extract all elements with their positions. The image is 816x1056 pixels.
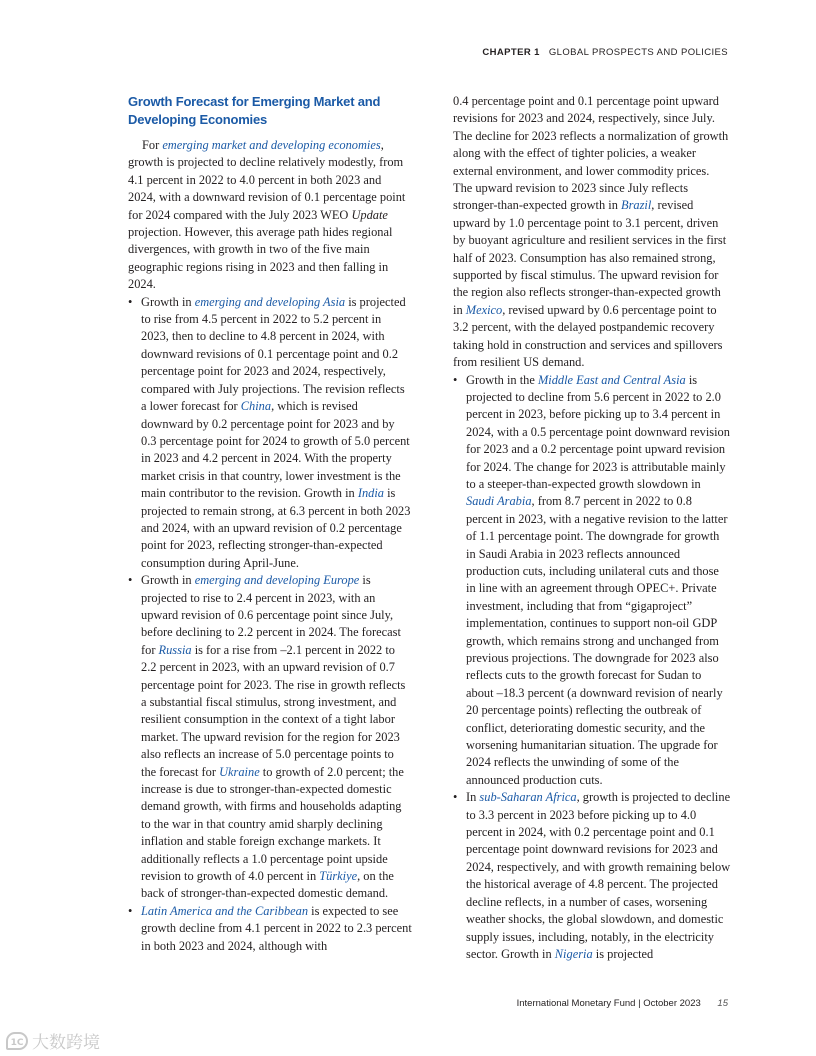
italic-term: Update <box>351 207 388 222</box>
region-name: Latin America and the Caribbean <box>141 903 309 918</box>
text-run: is projected to remain strong, at 6.3 percent in both 2023 and 2024, with an upward revision of 0.2 percentage point for 2023, reflecting stronger-than-expected consumption during April-June. <box>141 486 411 570</box>
text-run: Growth in <box>141 294 195 309</box>
right-bullet-list <box>453 372 731 964</box>
text-run: is projected to rise to 2.4 percent in 2023, with an upward revision of 0.6 percentage point since July, before declining to 2.2 percent in 2024. The forecast for <box>141 573 401 657</box>
text-run: For <box>142 138 163 152</box>
text-run: , on the back of stronger-than-expected domestic demand. <box>141 869 394 901</box>
text-run: 0.4 percentage point and 0.1 percentage point upward revisions for 2023 and 2024, respectively, since July. The decline for 2023 reflects a normalization of growth along with the effect of tighter policies, a weaker external environment, and lower commodity prices. The upward revision to 2023 since July reflects stronger-than-expected growth in <box>453 94 729 213</box>
text-run: is projected to rise from 4.5 percent in 2022 to 5.2 percent in 2023, then to decline to 4.8 percent in 2024, with downward revisions of 0.1 percentage point and 0.2 percentage point for 2023 and 2024, respectively, compared with July projections. The revision reflects a lower forecast for <box>141 294 406 414</box>
text-run: , which is revised downward by 0.2 percentage point for 2023 and by 0.3 percentage point for 2024 to growth of 5.0 percent in 2023 and 4.2 percent in 2024. With the property market crisis in that country, lower investment is the main contributor to the revision. Growth in <box>141 399 410 501</box>
watermark-text: 大数跨境 <box>32 1033 100 1053</box>
text-run: , growth is projected to decline relatively modestly, from 4.1 percent in 2022 to 4.0 percent in both 2023 and 2024, with a downward revision of 0.1 percentage point for 2024 compared with the July 2023 WEO <box>128 138 406 222</box>
region-name: Ukraine <box>219 764 260 779</box>
region-name: emerging and developing Asia <box>194 294 346 309</box>
region-name: Brazil <box>621 198 652 213</box>
region-name: sub-Saharan Africa <box>479 790 577 805</box>
page-number: 15 <box>717 998 728 1009</box>
footer-publisher: International Monetary Fund <box>516 998 636 1009</box>
right-column <box>453 93 731 963</box>
chat-bubble-icon: 1C <box>6 1032 28 1050</box>
region-name: Russia <box>158 642 192 657</box>
region-name: emerging market and developing economies <box>162 138 381 152</box>
left-bullet-list <box>128 294 412 955</box>
footer-date: October 2023 <box>643 998 701 1009</box>
text-run: Growth in <box>141 573 195 588</box>
intro-paragraph <box>128 137 412 294</box>
text-run: In <box>466 790 480 805</box>
bullet-emerging-europe <box>128 572 412 903</box>
region-name: Saudi Arabia <box>466 494 532 509</box>
text-run: , revised upward by 0.6 percentage point to 3.2 percent, with the delayed postpandemic recovery taking hold in construction and services and spillovers from resilient US demand. <box>453 302 723 370</box>
text-run: is for a rise from –2.1 percent in 2022 to 2.2 percent in 2023, with an upward revision of 0.7 percentage point for 2023. The rise in growth reflects a substantial fiscal stimulus, strong investment, and resilient consumption in the context of a tight labor market. The upward revision for the region for 2023 also reflects an increase of 5.0 percentage points to the forecast for <box>141 642 406 779</box>
left-column <box>128 93 412 955</box>
region-name: Nigeria <box>554 946 593 961</box>
text-run: is expected to see growth decline from 4.1 percent in 2022 to 2.3 percent in both 2023 and 2024, although with <box>141 903 412 953</box>
chapter-label: CHAPTER 1 <box>482 47 540 58</box>
text-run: is projected to decline from 5.6 percent in 2022 to 2.0 percent in 2023, before picking up to 3.4 percent in 2024, with a 0.5 percentage point downward revision for 2023 and a 0.2 percentage point upward revision for 2024. The change for 2023 is attributable mainly to a steeper-than-expected growth slowdown in <box>466 372 730 491</box>
bullet-sub-saharan-africa <box>453 789 731 963</box>
chapter-title: GLOBAL PROSPECTS AND POLICIES <box>548 47 728 58</box>
region-name: Türkiye <box>319 869 358 884</box>
region-name: India <box>357 486 384 501</box>
region-name: China <box>240 399 272 414</box>
page-footer: International Monetary Fund | October 2023 15 <box>516 998 728 1009</box>
region-name: Middle East and Central Asia <box>537 372 686 387</box>
text-run: to growth of 2.0 percent; the increase is due to stronger-than-expected domestic demand growth, with firms and households adapting to the war in that country amid sharply declining inflation and stable foreign exchange markets. It additionally reflects a 1.0 percentage point upside revision to growth of 4.0 percent in <box>141 764 404 884</box>
text-run: , revised upward by 1.0 percentage point to 3.1 percent, driven by buoyant agriculture and resilient services in the first half of 2023. Consumption has also remained strong, supported by fiscal stimulus. The upward revision for the region also reflects stronger-than-expected growth in <box>453 198 727 317</box>
text-run: Growth in the <box>466 372 538 387</box>
text-run: , from 8.7 percent in 2022 to 0.8 percent in 2023, with a negative revision to the latter of 1.1 percentage point. The downgrade for growth in Saudi Arabia in 2023 reflects announced production cuts, including unilateral cuts and those in line with an agreement through OPEC+. Private investment, including that from “gigaproject” implementation, continues to support non-oil GDP growth, which remains strong and unchanged from previous projections. The downgrade for 2023 also reflects cuts to the growth forecast for Sudan to about –18.3 percent (a downward revision of nearly 20 percentage points) reflecting the outbreak of conflict, deteriorating domestic security, and the worsening humanitarian situation. The upgrade for 2024 reflects the unwinding of some of the announced production cuts. <box>466 494 728 787</box>
region-name: emerging and developing Europe <box>194 573 360 588</box>
text-run: projection. However, this average path hides regional divergences, with growth in two of the five main geographic regions rising in 2023 and then falling in 2024. <box>128 225 393 292</box>
bullet-emerging-asia <box>128 294 412 573</box>
bullet-latin-america <box>128 903 412 955</box>
region-name: Mexico <box>465 302 503 317</box>
running-header <box>482 47 728 58</box>
watermark <box>6 1028 100 1053</box>
text-run: is projected <box>592 946 654 961</box>
latin-america-continuation <box>453 93 731 372</box>
bullet-middle-east-central-asia <box>453 372 731 790</box>
section-title: Growth Forecast for Emerging Market and Developing Economies <box>128 94 381 127</box>
text-run: , growth is projected to decline to 3.3 percent in 2023 before picking up to 4.0 percent in 2024, with 0.2 percentage point and 0.1 percentage point downward revisions for 2023 and 2024, respectively, and with growth remaining below the historical average of 4.8 percent. The projected decline reflects, in a number of cases, worsening weather shocks, the global slowdown, and domestic supply issues, including, notably, in the electricity sector. Growth in <box>466 790 731 961</box>
